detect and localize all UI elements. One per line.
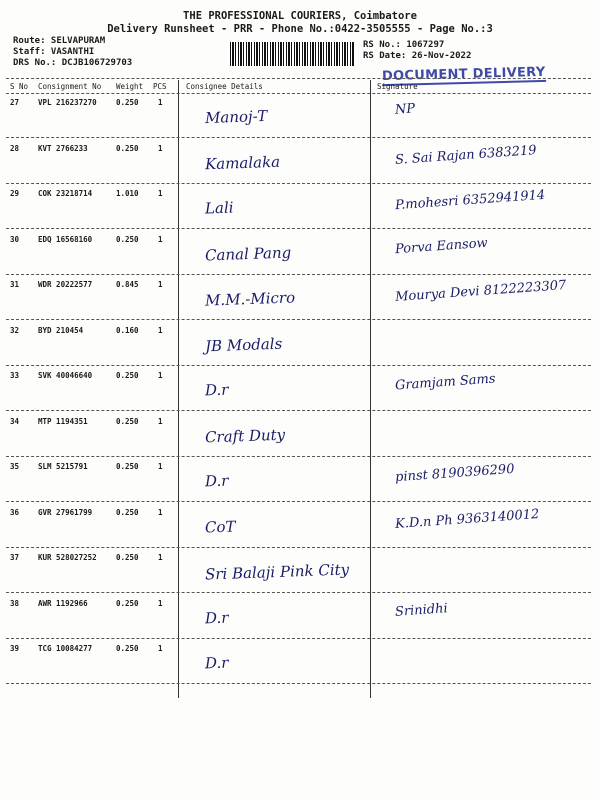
cell-weight: 0.250 — [116, 235, 139, 244]
handwritten-consignee: D.r — [204, 471, 229, 491]
col-consignment: Consignment No — [38, 82, 102, 91]
handwritten-signature: P.mohesri 6352941914 — [394, 187, 546, 214]
cell-pcs: 1 — [158, 189, 163, 198]
handwritten-consignee: Kamalaka — [204, 152, 281, 174]
handwritten-consignee: Craft Duty — [204, 425, 286, 447]
handwritten-consignee: Lali — [204, 198, 234, 218]
cell-sno: 27 — [10, 98, 20, 107]
row-separator — [6, 592, 591, 593]
cell-weight: 0.250 — [116, 508, 139, 517]
cell-weight: 0.845 — [116, 280, 139, 289]
cell-weight: 0.250 — [116, 599, 139, 608]
col-pcs: PCS — [153, 82, 167, 91]
handwritten-consignee: M.M.-Micro — [204, 288, 296, 310]
col-sno: S No — [10, 82, 29, 91]
cell-pcs: 1 — [158, 371, 163, 380]
cell-pcs: 1 — [158, 98, 163, 107]
route-info — [13, 36, 132, 69]
col-details: Consignee Details — [186, 82, 263, 91]
cell-consignment: TCG 10084277 — [38, 644, 93, 653]
cell-weight: 0.250 — [116, 417, 139, 426]
handwritten-consignee: Manoj-T — [204, 106, 268, 128]
row-separator — [6, 638, 591, 639]
row-separator — [6, 365, 591, 366]
handwritten-consignee: Canal Pang — [204, 243, 292, 265]
handwritten-consignee: D.r — [204, 608, 229, 628]
row-separator — [6, 183, 591, 184]
runsheet-subtitle: Delivery Runsheet - PRR - Phone No.:0422-3505555 - Page No.:3 — [107, 23, 493, 35]
cell-sno: 32 — [10, 326, 20, 335]
cell-pcs: 1 — [158, 417, 163, 426]
cell-sno: 35 — [10, 462, 20, 471]
signature-column-divider — [370, 80, 371, 698]
cell-weight: 0.250 — [116, 553, 139, 562]
cell-consignment: BYD 210454 — [38, 326, 84, 335]
col-weight: Weight — [116, 82, 144, 91]
row-separator — [6, 274, 591, 275]
cell-sno: 39 — [10, 644, 20, 653]
cell-pcs: 1 — [158, 644, 163, 653]
cell-weight: 0.250 — [116, 98, 139, 107]
staff-label: Staff: VASANTHI — [13, 47, 95, 57]
rs-info — [363, 40, 471, 62]
cell-sno: 37 — [10, 553, 20, 562]
cell-consignment: GVR 27961799 — [38, 508, 93, 517]
cell-consignment: MTP 1194351 — [38, 417, 88, 426]
rs-number: RS No.: 1067297 — [363, 40, 445, 50]
cell-consignment: KVT 2766233 — [38, 144, 88, 153]
table-header — [6, 80, 591, 94]
cell-pcs: 1 — [158, 326, 163, 335]
row-separator — [6, 456, 591, 457]
details-column-divider — [178, 80, 179, 698]
barcode — [230, 42, 355, 66]
drs-number: DRS No.: DCJB106729703 — [13, 58, 133, 68]
header-bottom-rule — [6, 93, 591, 94]
cell-weight: 0.250 — [116, 144, 139, 153]
handwritten-signature: Srinidhi — [394, 601, 449, 620]
cell-pcs: 1 — [158, 280, 163, 289]
handwritten-consignee: D.r — [204, 380, 229, 400]
cell-weight: 1.010 — [116, 189, 139, 198]
cell-weight: 0.250 — [116, 644, 139, 653]
cell-weight: 0.250 — [116, 462, 139, 471]
cell-weight: 0.250 — [116, 371, 139, 380]
rs-date: RS Date: 26-Nov-2022 — [363, 51, 472, 61]
cell-sno: 33 — [10, 371, 20, 380]
handwritten-signature: Gramjam Sams — [394, 371, 496, 394]
handwritten-consignee: JB Modals — [204, 334, 283, 356]
handwritten-consignee: Sri Balaji Pink City — [204, 560, 350, 584]
cell-pcs: 1 — [158, 462, 163, 471]
route-label: Route: SELVAPURAM — [13, 36, 106, 46]
cell-pcs: 1 — [158, 599, 163, 608]
cell-weight: 0.160 — [116, 326, 139, 335]
cell-sno: 36 — [10, 508, 20, 517]
row-separator — [6, 501, 591, 502]
handwritten-signature: K.D.n Ph 9363140012 — [394, 506, 540, 533]
document-delivery-stamp: DOCUMENT DELIVERY — [381, 64, 546, 85]
row-separator — [6, 137, 591, 138]
row-separator — [6, 547, 591, 548]
cell-sno: 28 — [10, 144, 20, 153]
handwritten-signature: pinst 8190396290 — [394, 461, 515, 486]
cell-consignment: KUR 528027252 — [38, 553, 97, 562]
cell-consignment: COK 23218714 — [38, 189, 93, 198]
cell-pcs: 1 — [158, 144, 163, 153]
col-signature: Signature — [377, 82, 418, 91]
handwritten-signature: Porva Eansow — [394, 235, 489, 258]
row-separator — [6, 228, 591, 229]
document-title — [0, 10, 600, 36]
cell-sno: 30 — [10, 235, 20, 244]
handwritten-signature: Mourya Devi 8122223307 — [394, 278, 567, 305]
cell-pcs: 1 — [158, 508, 163, 517]
cell-consignment: WDR 20222577 — [38, 280, 93, 289]
company-name: THE PROFESSIONAL COURIERS, Coimbatore — [183, 10, 417, 22]
cell-consignment: AWR 1192966 — [38, 599, 88, 608]
handwritten-consignee: CoT — [204, 517, 236, 537]
cell-pcs: 1 — [158, 235, 163, 244]
header-top-rule — [6, 78, 591, 79]
cell-pcs: 1 — [158, 553, 163, 562]
cell-sno: 34 — [10, 417, 20, 426]
cell-consignment: VPL 216237270 — [38, 98, 97, 107]
handwritten-signature: S. Sai Rajan 6383219 — [394, 143, 538, 168]
cell-consignment: EDQ 16568160 — [38, 235, 93, 244]
cell-sno: 31 — [10, 280, 20, 289]
cell-consignment: SLM 5215791 — [38, 462, 88, 471]
handwritten-signature: NP — [394, 101, 416, 118]
cell-consignment: SVK 40046640 — [38, 371, 93, 380]
row-separator — [6, 410, 591, 411]
cell-sno: 29 — [10, 189, 20, 198]
row-separator — [6, 683, 591, 684]
cell-sno: 38 — [10, 599, 20, 608]
row-separator — [6, 319, 591, 320]
handwritten-consignee: D.r — [204, 653, 229, 673]
